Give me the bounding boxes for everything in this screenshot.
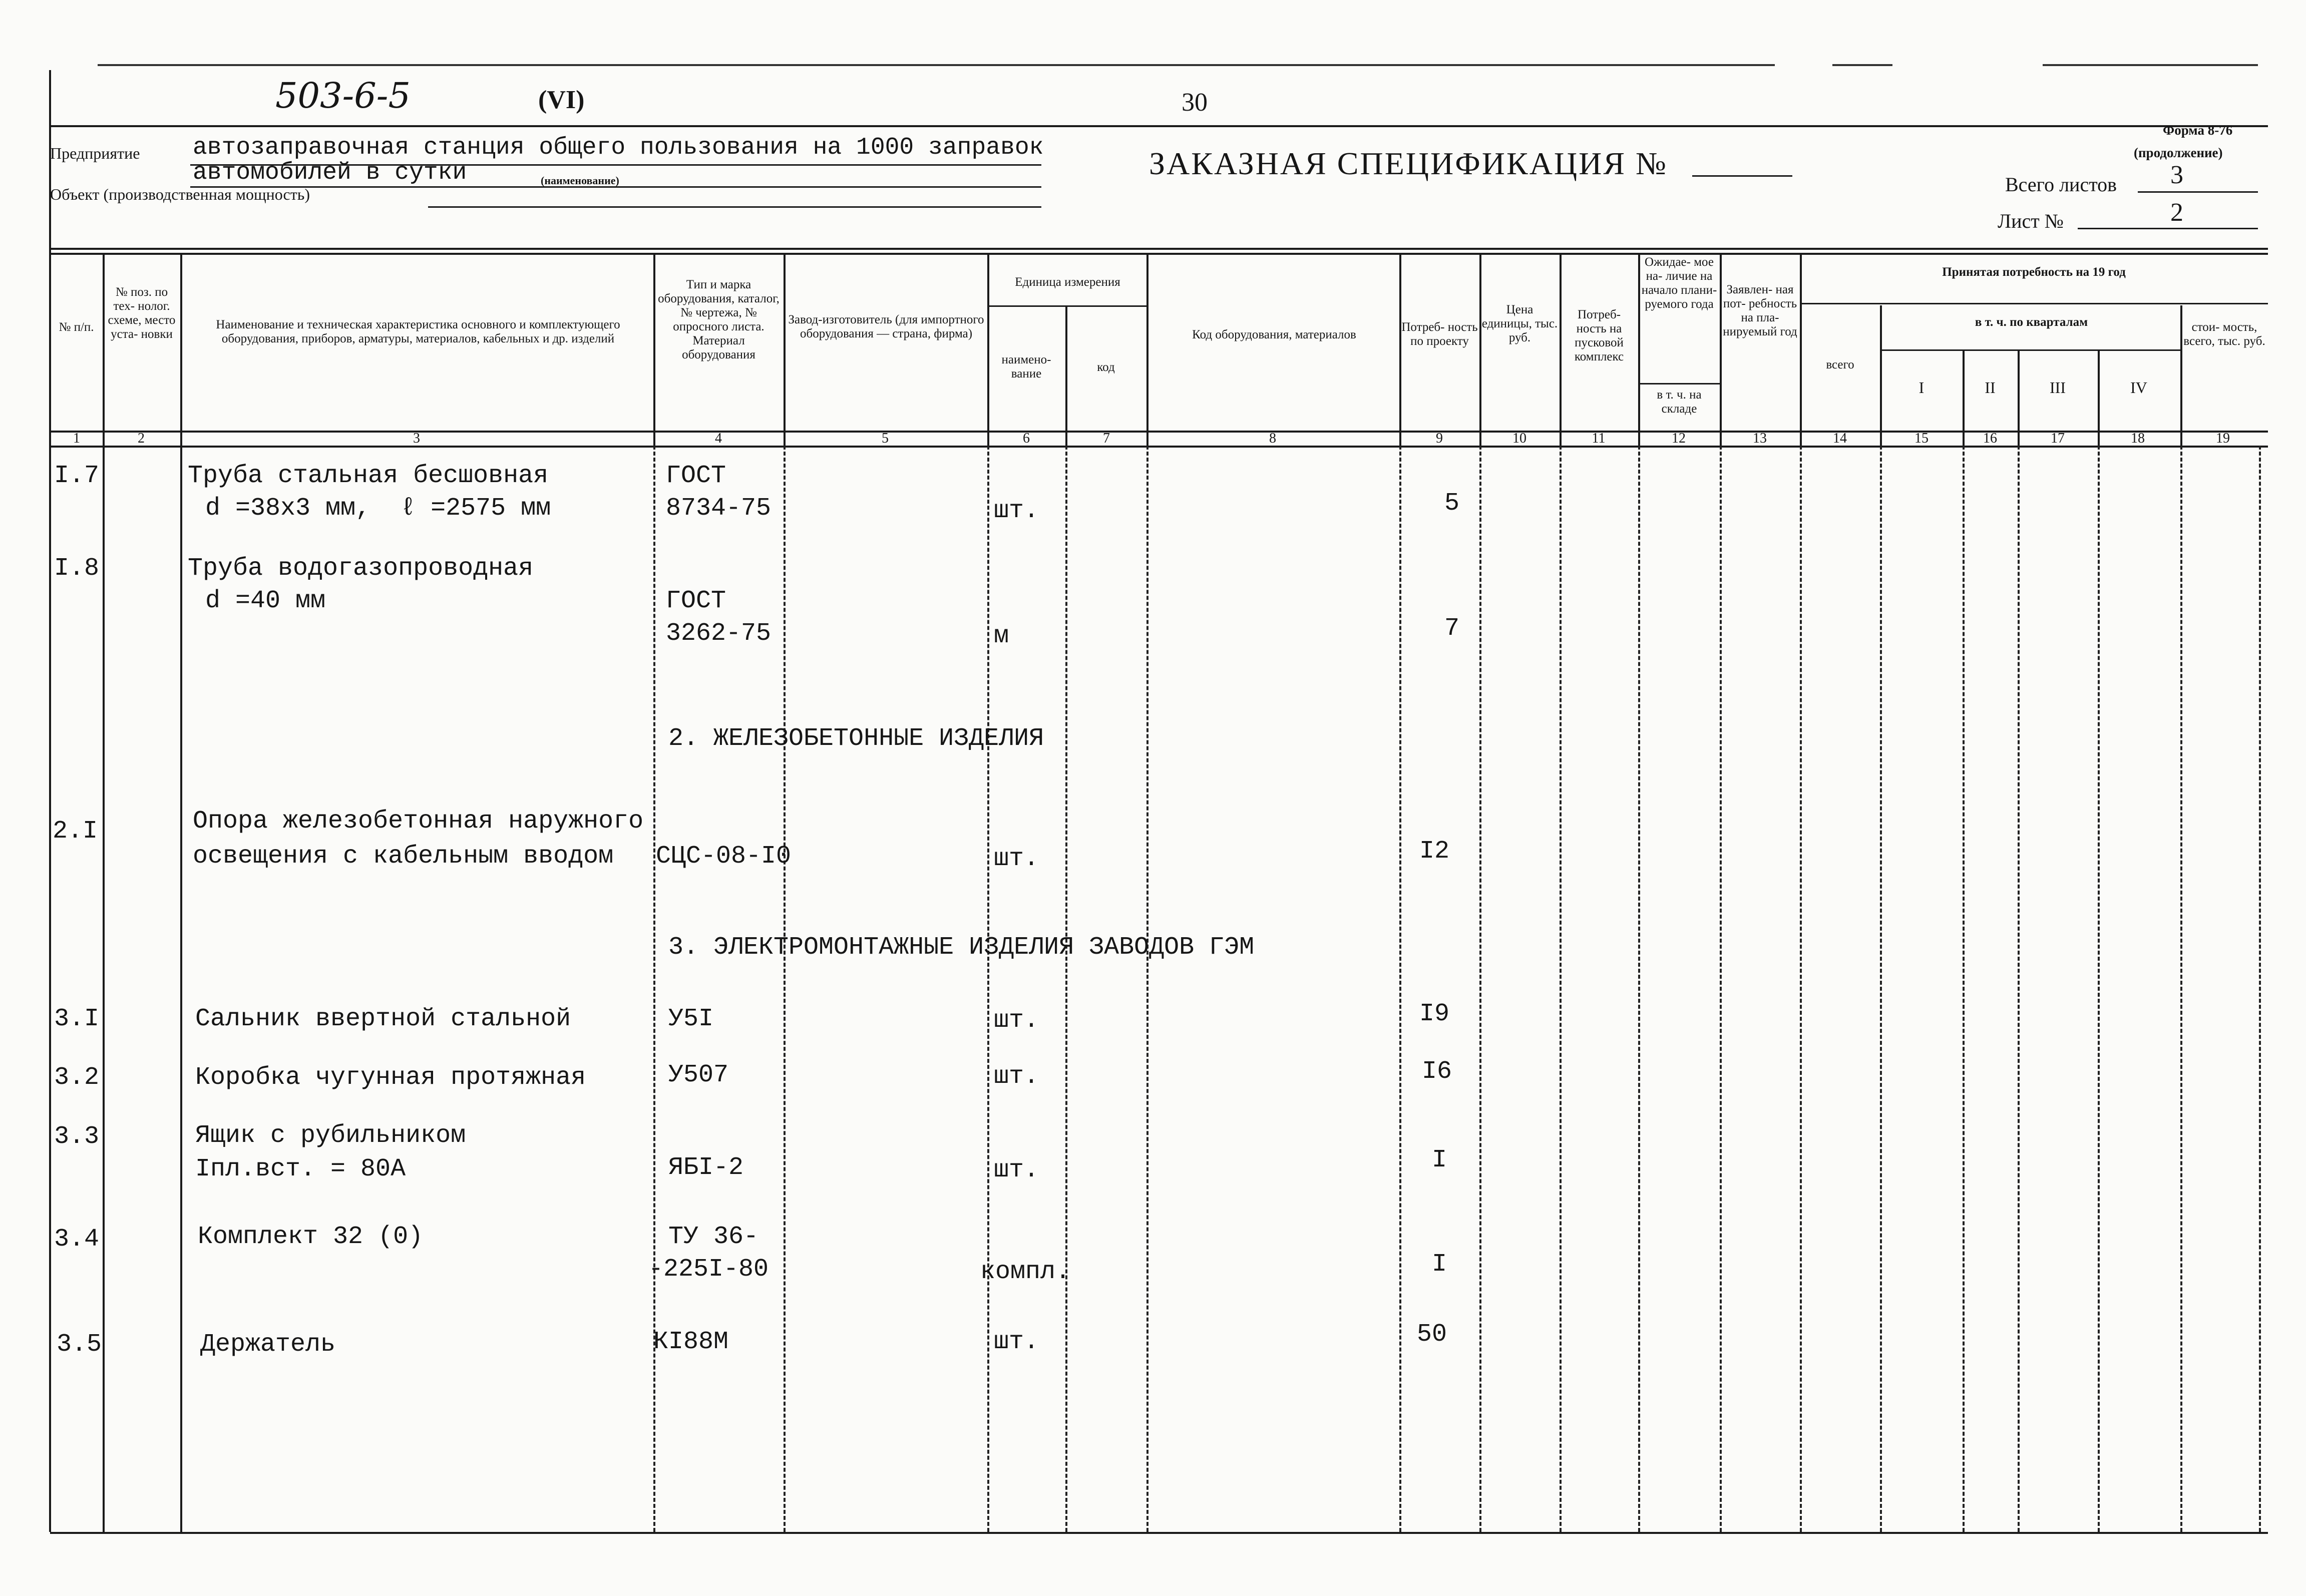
colnum-19: 19 (2216, 431, 2230, 446)
header-unit-name: наимено- вание (1001, 353, 1051, 380)
col-divider (1963, 350, 1965, 446)
row-type-detail: 8734-75 (666, 494, 772, 523)
row-name: Ящик с рубильником (195, 1121, 466, 1150)
header-total: всего (1826, 358, 1854, 371)
col-divider (103, 253, 105, 446)
doc-volume: (VI) (538, 86, 585, 114)
row-qty: I9 (1419, 1000, 1450, 1028)
colnum-16: 16 (1983, 431, 1997, 446)
sheet-label: Лист № (1998, 210, 2064, 232)
row-qty: 50 (1417, 1320, 1447, 1349)
section-heading: 3. ЭЛЕКТРОМОНТАЖНЫЕ ИЗДЕЛИЯ ЗАВОДОВ ГЭМ (668, 933, 1255, 962)
body-col-divider (103, 446, 105, 1532)
section-heading: 2. ЖЕЛЕЗОБЕТОННЫЕ ИЗДЕЛИЯ (668, 724, 1044, 753)
row-qty: 7 (1444, 614, 1460, 643)
table-top-line (50, 248, 2268, 250)
row-type-detail: -225I-80 (648, 1255, 769, 1284)
colnum-5: 5 (882, 431, 889, 446)
colnum-4: 4 (715, 431, 722, 446)
name-note: (наименование) (541, 174, 619, 187)
row-type: ЯБI-2 (668, 1153, 744, 1182)
row-name: Держатель (200, 1330, 336, 1359)
colnum-11: 11 (1592, 431, 1606, 446)
unit-group-line (987, 305, 1146, 307)
right-col-divider (2259, 446, 2261, 1532)
header-price: Цена единицы, тыс. руб. (1481, 303, 1558, 344)
stock-sub-line (1638, 383, 1720, 384)
row-unit: шт. (994, 1156, 1039, 1184)
col-divider (1146, 253, 1148, 446)
colnum-3: 3 (413, 431, 420, 446)
row-type: КI88М (653, 1328, 729, 1356)
table-bottom-line (50, 1532, 2268, 1534)
row-type: У5I (668, 1005, 714, 1033)
row-name: Сальник ввертной стальной (195, 1005, 571, 1033)
row-unit: м (994, 622, 1009, 650)
row-unit: шт. (994, 497, 1039, 525)
header-need: Потреб- ность по проекту (1401, 320, 1478, 348)
enterprise-value-line2: автомобилей в сутки (193, 159, 467, 186)
row-type-detail: 3262-75 (666, 619, 772, 648)
body-col-divider (180, 446, 182, 1532)
table-top-line-2 (50, 253, 2268, 255)
row-name: Труба стальная бесшовная (188, 462, 549, 490)
body-col-divider (2180, 446, 2182, 1532)
header-manufacturer: Завод-изготовитель (для импортного оборудования — страна, фирма) (788, 313, 984, 340)
header-startup: Потреб- ность на пусковой комплекс (1574, 308, 1624, 363)
row-type: ГОСТ (666, 462, 726, 490)
colnum-15: 15 (1914, 431, 1929, 446)
object-underline (428, 206, 1041, 208)
row-name-detail: Iпл.вст. = 80А (195, 1155, 406, 1183)
row-num: 3.5 (57, 1330, 102, 1359)
colnum-10: 10 (1512, 431, 1526, 446)
col-divider (1800, 253, 1802, 446)
object-label: Объект (производственная мощность) (50, 185, 310, 203)
header-name: Наименование и техническая характеристика основного и комплектующего оборудования, приборов, арматуры, материалов, кабельных и др. изделий (216, 318, 620, 345)
body-col-divider (2018, 446, 2020, 1532)
doc-code: 503-6-5 (275, 75, 411, 116)
colnum-6: 6 (1023, 431, 1030, 446)
document-title: ЗАКАЗНАЯ СПЕЦИФИКАЦИЯ № (1149, 146, 1668, 181)
total-sheets-value: 3 (2170, 161, 2183, 189)
row-qty: I2 (1419, 837, 1450, 866)
colnum-8: 8 (1269, 431, 1276, 446)
colnum-7: 7 (1103, 431, 1110, 446)
row-name: Труба водогазопроводная (188, 554, 534, 583)
header-equipment-code: Код оборудования, материалов (1192, 328, 1356, 341)
body-col-divider (784, 446, 786, 1532)
header-q4: IV (2130, 378, 2147, 396)
total-sheets-label: Всего листов (2005, 173, 2117, 196)
form-continuation: (продолжение) (2134, 145, 2223, 160)
colnum-12: 12 (1672, 431, 1686, 446)
body-col-divider (1880, 446, 1882, 1532)
header-type: Тип и марка оборудования, каталог, № чертежа, № опросного листа. Материал оборудования (658, 278, 780, 361)
col-divider (1065, 305, 1067, 446)
header-num: № п/п. (59, 320, 94, 334)
body-col-divider (2098, 446, 2100, 1532)
top-border-line (98, 64, 1775, 66)
col-divider (784, 253, 786, 446)
body-col-divider (1638, 446, 1640, 1532)
row-type: ГОСТ (666, 587, 726, 615)
page-number: 30 (1182, 88, 1208, 117)
row-name-detail: d =40 мм (205, 587, 326, 615)
row-name-detail: освещения с кабельным вводом (193, 842, 614, 871)
row-qty: I (1432, 1146, 1447, 1174)
top-border-dash (1832, 64, 1892, 66)
colnum-14: 14 (1833, 431, 1847, 446)
row-unit: шт. (994, 1006, 1039, 1035)
row-name: Опора железобетонная наружного (193, 807, 644, 836)
header-quarters-group: в т. ч. по кварталам (1975, 315, 2088, 329)
header-q1: I (1918, 378, 1925, 396)
col-divider (1720, 253, 1722, 446)
header-q3: III (2050, 378, 2066, 396)
col-divider (1479, 253, 1481, 446)
body-col-divider (1560, 446, 1562, 1532)
body-col-divider (1963, 446, 1965, 1532)
body-col-divider (1720, 446, 1722, 1532)
body-col-divider (987, 446, 989, 1532)
header-in-stock: в т. ч. на складе (1657, 388, 1702, 416)
header-top-line (50, 125, 2268, 127)
row-num: 2.I (53, 817, 98, 846)
body-col-divider (1399, 446, 1401, 1532)
colnum-17: 17 (2051, 431, 2065, 446)
enterprise-label: Предприятие (50, 144, 140, 162)
row-qty: I (1432, 1250, 1447, 1279)
quarters-group-line (1880, 349, 2180, 351)
row-num: 3.I (54, 1005, 100, 1033)
col-divider (1399, 253, 1401, 446)
title-number-underline (1692, 175, 1792, 177)
row-unit: шт. (994, 1328, 1039, 1356)
header-declared: Заявлен- ная пот- ребность на пла- нируемый год (1723, 283, 1797, 338)
row-unit: компл. (980, 1258, 1071, 1286)
row-num: I.8 (54, 554, 100, 583)
row-name: Коробка чугунная протяжная (195, 1063, 586, 1092)
top-border-dash (2043, 64, 2258, 66)
row-num: 3.4 (54, 1225, 100, 1254)
row-num: I.7 (54, 462, 100, 490)
col-divider (1880, 305, 1882, 446)
header-q2: II (1985, 378, 1996, 396)
colnum-1: 1 (73, 431, 80, 446)
row-num: 3.2 (54, 1063, 100, 1092)
row-qty: 5 (1444, 489, 1460, 518)
colnum-9: 9 (1436, 431, 1443, 446)
left-border (49, 70, 51, 1532)
header-cost: стои- мость, всего, тыс. руб. (2183, 320, 2265, 348)
enterprise-value-line1: автозаправочная станция общего пользования на 1000 заправок (193, 134, 1044, 161)
row-type: ТУ 36- (668, 1223, 759, 1251)
header-accepted-group: Принятая потребность на 19 год (1942, 265, 2126, 279)
accepted-group-line (1800, 303, 2268, 304)
body-col-divider (1065, 446, 1067, 1532)
row-unit: шт. (994, 1062, 1039, 1091)
col-divider (2018, 350, 2020, 446)
enterprise-underline-2 (190, 186, 1041, 188)
body-col-divider (653, 446, 655, 1532)
row-name: Комплект 32 (0) (198, 1223, 424, 1251)
header-pos: № поз. по тех- нолог. схеме, место уста- новки (108, 285, 176, 341)
body-col-divider (1146, 446, 1148, 1532)
header-expected: Ожидае- мое на- личие на начало плани- руемого года (1641, 255, 1717, 311)
col-divider (180, 253, 182, 446)
row-name-detail: d =38x3 мм, ℓ =2575 мм (205, 494, 551, 523)
colnum-18: 18 (2131, 431, 2145, 446)
col-divider (2098, 350, 2100, 446)
row-unit: шт. (994, 845, 1039, 873)
form-label: Форма 8-76 (2163, 123, 2233, 138)
header-unit-code: код (1097, 360, 1115, 374)
row-type: У507 (668, 1061, 729, 1089)
body-col-divider (1800, 446, 1802, 1532)
header-unit-group: Единица измерения (1015, 275, 1120, 289)
row-qty: I6 (1422, 1057, 1452, 1086)
colnum-2: 2 (138, 431, 145, 446)
body-col-divider (1479, 446, 1481, 1532)
row-type: СЦС-08-I0 (656, 842, 792, 871)
colnum-13: 13 (1753, 431, 1767, 446)
row-num: 3.3 (54, 1122, 100, 1151)
sheet-underline (2078, 228, 2258, 229)
sheet-value: 2 (2170, 198, 2183, 227)
total-sheets-underline (2138, 191, 2258, 193)
